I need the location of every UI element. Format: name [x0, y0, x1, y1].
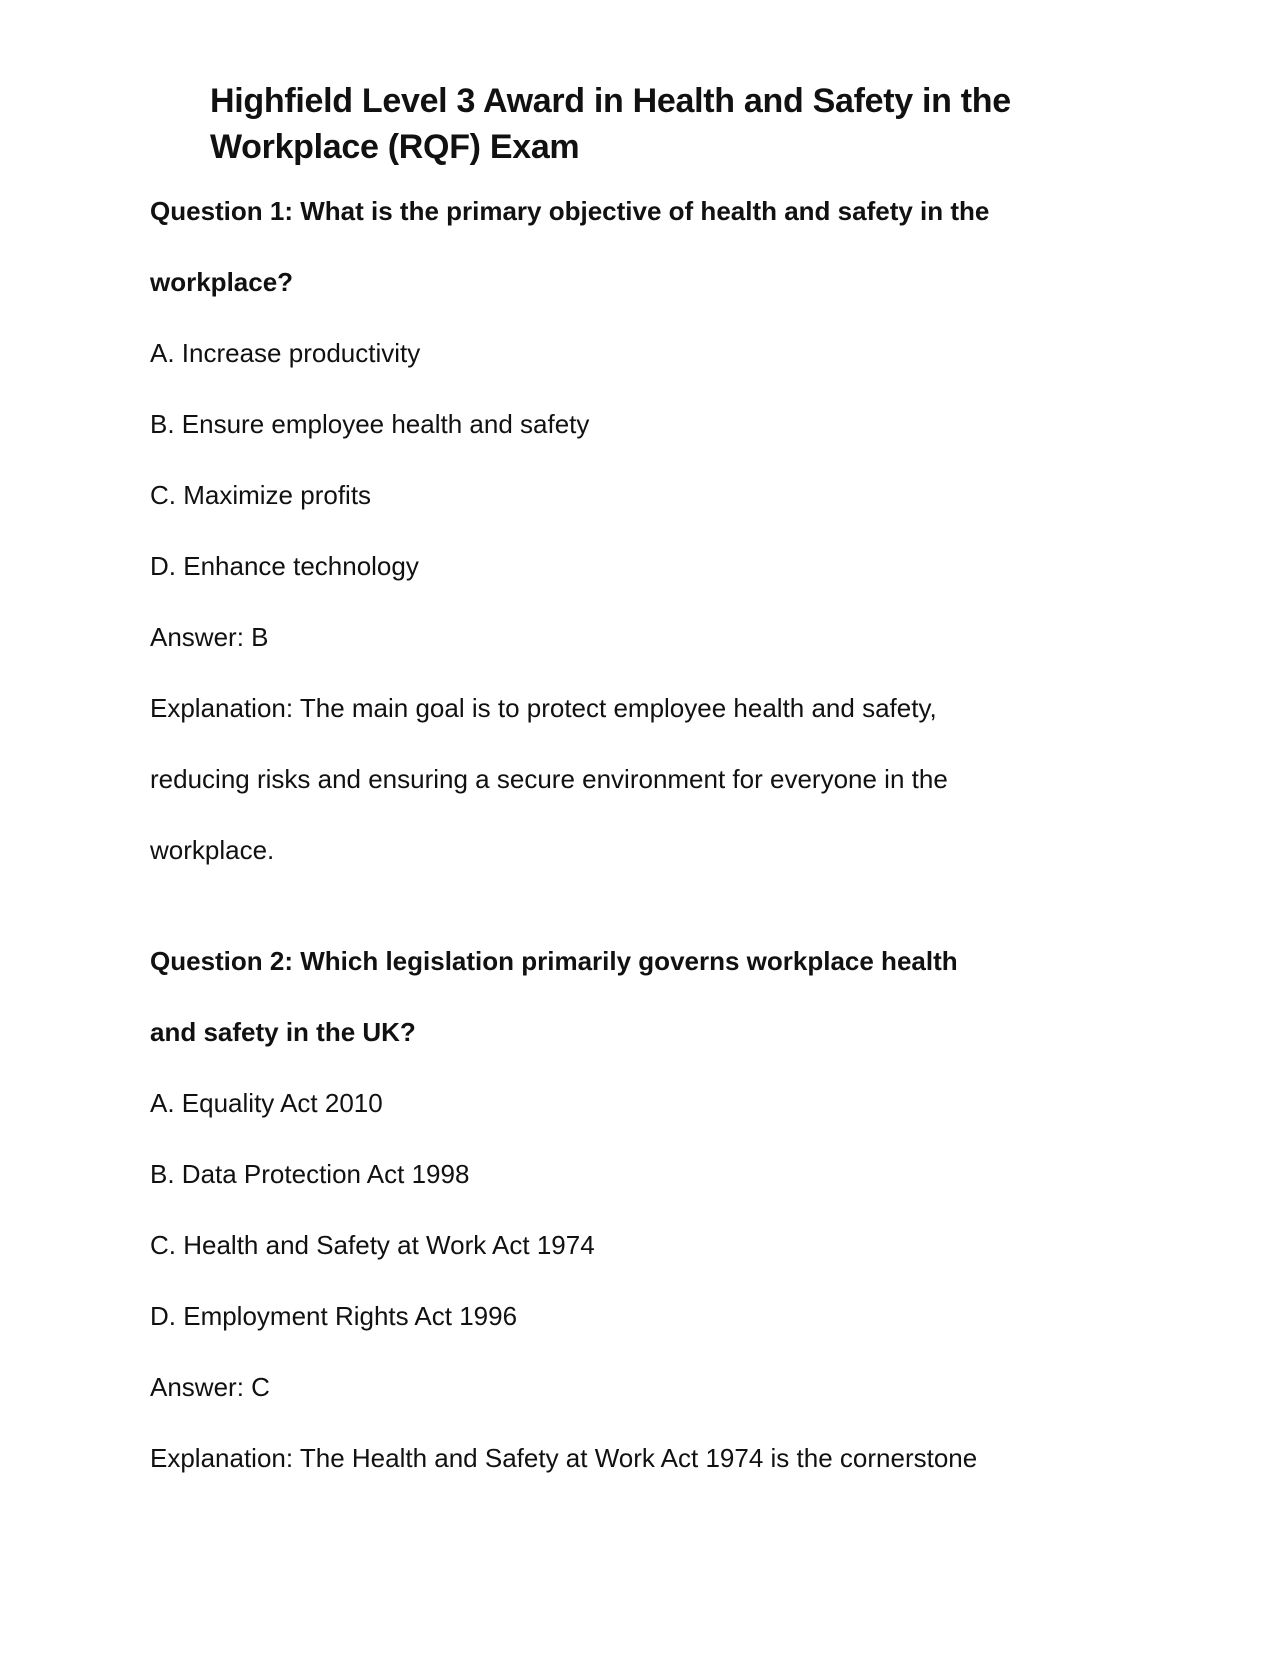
answer-option: A. Increase productivity	[150, 338, 421, 368]
question-block-2	[150, 926, 1050, 1494]
document-title: Highfield Level 3 Award in Health and Safety in the Workplace (RQF) Exam	[210, 82, 1011, 166]
answer-explanation: Explanation: The main goal is to protect employee health and safety, reducing risks and ensuring a secure environment for everyone in the workplace.	[150, 693, 948, 865]
answer-option: A. Equality Act 2010	[150, 1088, 383, 1118]
answer-option: D. Employment Rights Act 1996	[150, 1301, 518, 1331]
answer-option: D. Enhance technology	[150, 551, 419, 581]
question-prompt: Question 2: Which legislation primarily governs workplace health and safety in the UK?	[150, 946, 958, 1047]
answer-option: C. Health and Safety at Work Act 1974	[150, 1230, 595, 1260]
correct-answer: Answer: C	[150, 1372, 270, 1402]
answer-option: C. Maximize profits	[150, 480, 372, 510]
correct-answer: Answer: B	[150, 622, 269, 652]
question-prompt: Question 1: What is the primary objective of health and safety in the workplace?	[150, 196, 990, 297]
answer-explanation: Explanation: The Health and Safety at Work Act 1974 is the cornerstone	[150, 1443, 978, 1473]
answer-option: B. Data Protection Act 1998	[150, 1159, 470, 1189]
question-block-1	[150, 176, 1050, 886]
answer-option: B. Ensure employee health and safety	[150, 409, 590, 439]
